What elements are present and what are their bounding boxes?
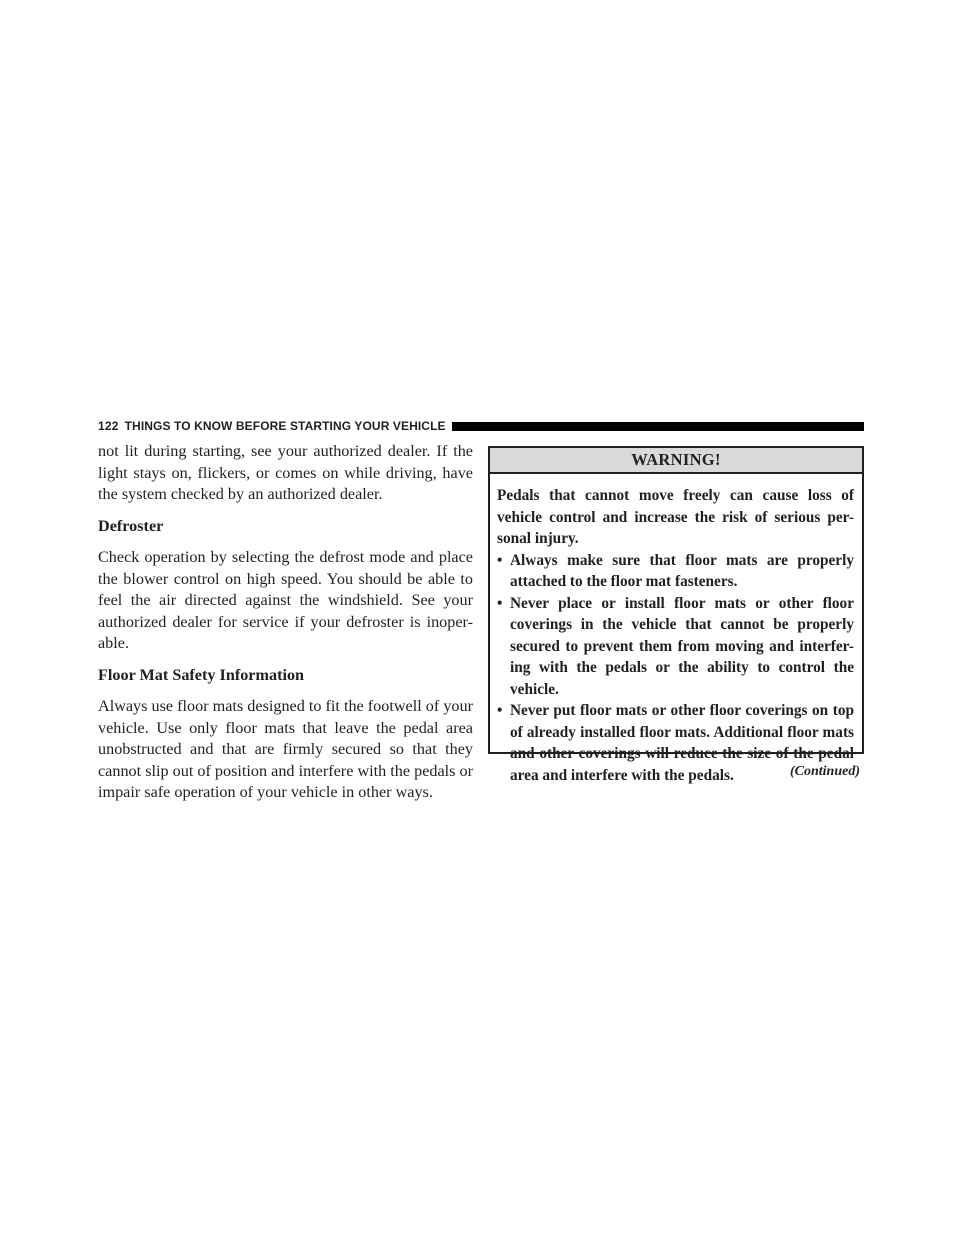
warning-title: WARNING! [490,448,862,474]
warning-item [497,593,854,701]
left-column [98,441,473,814]
intro-paragraph: not lit during starting, see your authorized dealer. If the light stays on, flickers, or comes on while driving, have the system checked by an authorized dealer. [98,442,473,503]
bullet-icon: • [497,551,503,569]
floor-mat-heading: Floor Mat Safety Information [98,665,305,684]
warning-item-text: Always make sure that floor mats are properly attached to the floor mat fasteners. [510,551,854,590]
warning-item [497,550,854,593]
bullet-icon: • [497,702,503,719]
warning-item-text: Never place or install floor mats or other floor coverings in the vehicle that cannot be properly secured to prevent them from moving and interfer-ing with the pedals or the ability to control the vehicle. [510,594,854,698]
defroster-paragraph: Check operation by selecting the defrost mode and place the blower control on high speed. You should be able to feel the air directed against the windshield. See your authorized dealer for service if your defroster is inoper-able. [98,548,473,652]
page-number: 122 [98,419,119,433]
floor-mat-paragraph: Always use floor mats designed to fit the footwell of your vehicle. Use only floor mats that leave the pedal area unobstructed and that are firmly secured so that they cannot slip out of position and interfere with the pedals or impair safe operation of your vehicle in other ways. [98,697,473,801]
defroster-heading: Defroster [98,516,164,535]
bullet-icon: • [497,594,503,612]
page-header [98,418,864,434]
warning-intro: Pedals that cannot move freely can cause loss of vehicle control and increase the risk of serious per-sonal injury. [497,487,854,547]
header-bar [452,422,864,431]
section-title: THINGS TO KNOW BEFORE STARTING YOUR VEHICLE [124,419,446,433]
warning-list [497,550,854,787]
continued-label: (Continued) [789,764,860,779]
warning-item-text: Never put floor mats or other floor coverings on top of already installed floor mats. Additional floor mats and other coverings will reduce the size of the pedal area and interfere with the pedals. [510,702,854,784]
warning-body [490,474,862,786]
